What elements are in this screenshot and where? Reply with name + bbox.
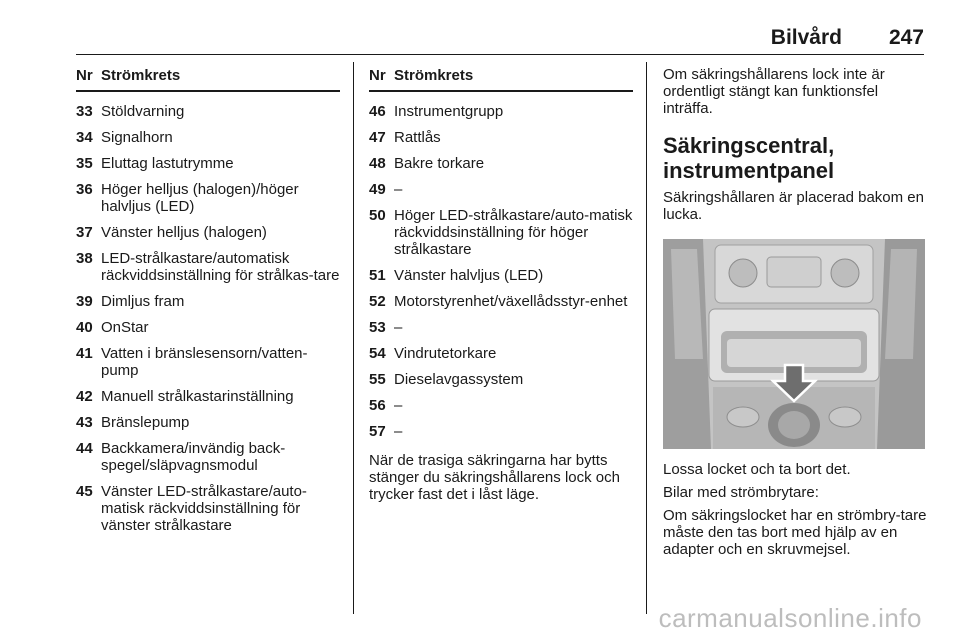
circuit-name: Vänster LED-strålkastare/auto-matisk räckviddsinställning för vänster strålkastare [101, 483, 307, 534]
fuse-table-left [76, 66, 340, 534]
table-row [76, 474, 340, 534]
table-row [369, 172, 633, 198]
fuse-number: 35 [76, 155, 93, 172]
table-row [76, 284, 340, 310]
fuse-number: 50 [369, 207, 386, 224]
table-row [369, 336, 633, 362]
circuit-name: LED-strålkastare/automatisk räckviddsinställning för strålkas-tare [101, 250, 340, 284]
fuse-number: 56 [369, 397, 386, 414]
circuit-name: Motorstyrenhet/växellådsstyr-enhet [394, 293, 628, 310]
fuse-number: 47 [369, 129, 386, 146]
circuit-name: Rattlås [394, 129, 441, 146]
circuit-name: – [394, 397, 403, 414]
circuit-name: Höger helljus (halogen)/höger halvljus (LED) [101, 181, 299, 215]
circuit-name: Höger LED-strålkastare/auto-matisk räckviddsinställning för höger strålkastare [394, 207, 633, 258]
location-paragraph: Säkringshållaren är placerad bakom en lucka. [663, 189, 924, 223]
table-row [76, 336, 340, 379]
column-divider [646, 62, 647, 614]
column-divider [353, 62, 354, 614]
circuit-name: Vatten i bränslesensorn/vatten-pump [101, 345, 308, 379]
circuit-name: Bakre torkare [394, 155, 485, 172]
center-console-illustration [663, 239, 925, 449]
table-row [76, 146, 340, 172]
fuse-number: 44 [76, 440, 93, 457]
fuse-number: 45 [76, 483, 93, 500]
table-row [76, 431, 340, 474]
circuit-name: – [394, 319, 403, 336]
circuit-name: Instrumentgrupp [394, 103, 504, 120]
table-row [76, 310, 340, 336]
circuit-name: Bränslepump [101, 414, 190, 431]
circuit-name: Stöldvarning [101, 103, 185, 120]
intro-paragraph: Om säkringshållarens lock inte är ordentligt stängt kan funktionsfel inträffa. [663, 66, 885, 117]
table-row [76, 241, 340, 284]
table-row [369, 310, 633, 336]
fuse-number: 36 [76, 181, 93, 198]
fuse-number: 48 [369, 155, 386, 172]
section-title: Bilvård [770, 26, 842, 49]
circuit-name: Dieselavgassystem [394, 371, 524, 388]
circuit-name: Eluttag lastutrymme [101, 155, 234, 172]
fuse-number: 39 [76, 293, 93, 310]
col-header-nr: Nr [76, 67, 93, 84]
col-header-circuit: Strömkrets [101, 67, 181, 84]
fuse-number: 57 [369, 423, 386, 440]
col-header-nr: Nr [369, 67, 386, 84]
table-row [369, 146, 633, 172]
step-switch-heading: Bilar med strömbrytare: [663, 484, 819, 501]
circuit-name: – [394, 423, 403, 440]
page-number: 247 [888, 26, 924, 49]
page-header [76, 22, 924, 55]
right-column [663, 66, 929, 564]
fuse-number: 46 [369, 103, 386, 120]
fuse-number: 51 [369, 267, 386, 284]
circuit-name: OnStar [101, 319, 149, 336]
table-row [76, 379, 340, 405]
table-row [76, 215, 340, 241]
table-row [369, 284, 633, 310]
table-row [76, 120, 340, 146]
table-row [369, 120, 633, 146]
fuse-number: 33 [76, 103, 93, 120]
fuse-table-middle [369, 66, 633, 503]
circuit-name: Manuell strålkastarinställning [101, 388, 294, 405]
table-row [369, 388, 633, 414]
fuse-number: 40 [76, 319, 93, 336]
step-switch-instructions: Om säkringslocket har en strömbry-tare måste den tas bort med hjälp av en adapter och en skruvmejsel. [663, 507, 927, 558]
table-header [76, 66, 340, 92]
table-header [369, 66, 633, 92]
fuse-number: 49 [369, 181, 386, 198]
fuse-number: 55 [369, 371, 386, 388]
table-row [369, 258, 633, 284]
table-row [76, 172, 340, 215]
fuse-number: 52 [369, 293, 386, 310]
table-row [369, 362, 633, 388]
table-row [76, 92, 340, 120]
fuse-number: 43 [76, 414, 93, 431]
circuit-name: – [394, 181, 403, 198]
section-heading: Säkringscentral, instrumentpanel [663, 133, 835, 183]
circuit-name: Vänster helljus (halogen) [101, 224, 267, 241]
table-row [369, 92, 633, 120]
watermark: carmanualsonline.info [658, 603, 922, 633]
col-header-circuit: Strömkrets [394, 67, 474, 84]
circuit-name: Signalhorn [101, 129, 173, 146]
fuse-number: 53 [369, 319, 386, 336]
fuse-number: 42 [76, 388, 93, 405]
fuse-number: 34 [76, 129, 93, 146]
step-remove-cover: Lossa locket och ta bort det. [663, 461, 851, 478]
table-row [369, 198, 633, 258]
fuse-number: 38 [76, 250, 93, 267]
fuse-number: 37 [76, 224, 93, 241]
circuit-name: Vindrutetorkare [394, 345, 497, 362]
circuit-name: Vänster halvljus (LED) [394, 267, 544, 284]
fuse-number: 41 [76, 345, 93, 362]
fuse-box-photo [663, 239, 925, 449]
circuit-name: Backkamera/invändig back-spegel/släpvagnsmodul [101, 440, 286, 474]
closing-instruction: När de trasiga säkringarna har bytts stänger du säkringshållarens lock och trycker fast det i låst läge. [369, 452, 620, 503]
table-row [369, 414, 633, 440]
table-row [76, 405, 340, 431]
circuit-name: Dimljus fram [101, 293, 185, 310]
fuse-number: 54 [369, 345, 386, 362]
